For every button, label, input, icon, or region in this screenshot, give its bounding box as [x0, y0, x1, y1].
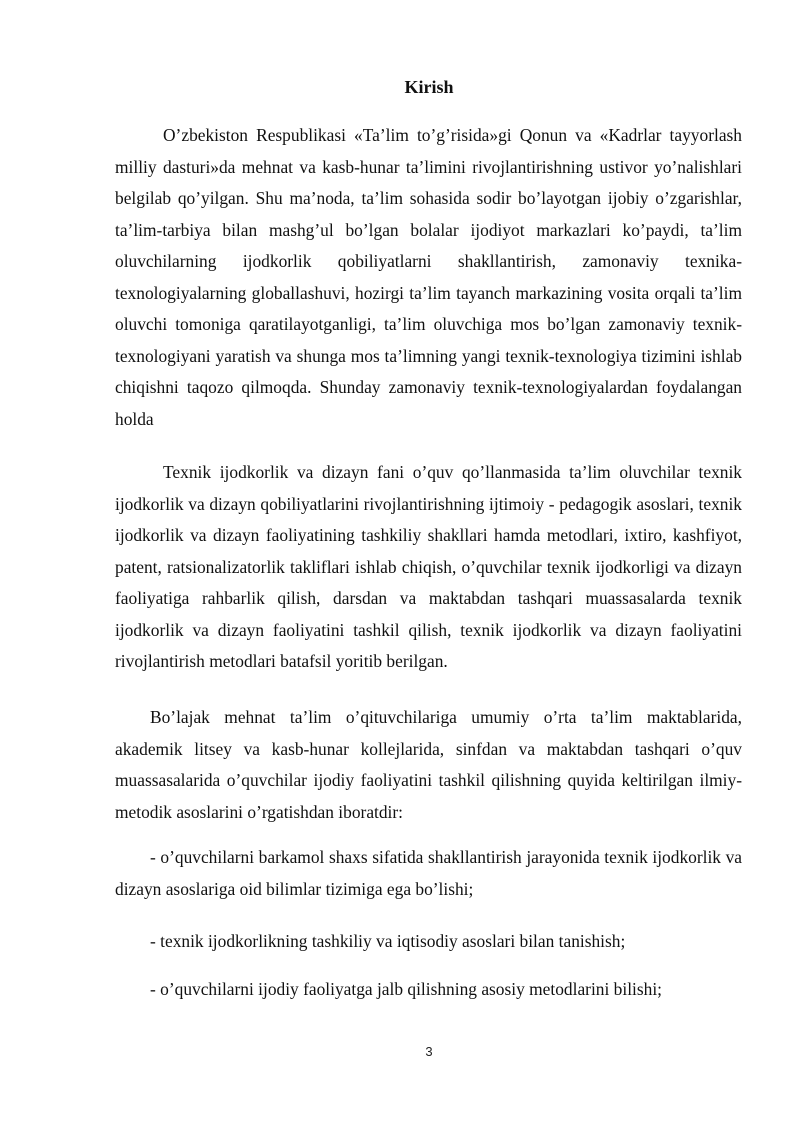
page-number: 3: [425, 1044, 433, 1059]
list-item: - texnik ijodkorlikning tashkiliy va iqtisodiy asoslari bilan tanishish;: [150, 931, 626, 951]
list-item: - o’quvchilarni ijodiy faoliyatga jalb qilishning asosiy metodlarini bilishi;: [150, 979, 662, 999]
paragraph-textbook: Texnik ijodkorlik va dizayn fani o’quv qo’llanmasida ta’lim oluvchilar texnik ijodkorlik va dizayn qobiliyatlarini rivojlantirishning ijtimoiy - pedagogik asoslari, texnik ijodkorlik va dizayn faoliyatining tashkiliy shakllari hamda metodlari, ixtiro, kashfiyot, patent, ratsionalizatorlik takliflari ishlab chiqish, o’quvchilar texnik ijodkorligi va dizayn faoliyatiga rahbarlik qilish, darsdan va maktabdan tashqari muassasalarda texnik ijodkorlik va dizayn faoliyatini tashkil qilish, texnik ijodkorlik va dizayn faoliyatini rivojlantirish metodlari batafsil yoritib berilgan.: [115, 462, 742, 671]
list-item: - o’quvchilarni barkamol shaxs sifatida shakllantirish jarayonida texnik ijodkorlik va dizayn asoslariga oid bilimlar tizimiga ega bo’lishi;: [115, 847, 742, 899]
page-title: Kirish: [404, 77, 454, 97]
paragraph-intro: O’zbekiston Respublikasi «Ta’lim to’g’risida»gi Qonun va «Kadrlar tayyorlash milliy dasturi»da mehnat va kasb-hunar ta’limini rivojlantirishning ustivor yo’nalishlari belgilab qo’yilgan. Shu ma’noda, ta’lim sohasida sodir bo’layotgan ijobiy o’zgarishlar, ta’lim-tarbiya bilan mashg’ul bo’lgan bolalar ijodiyot markazlari ko’paydi, ta’lim oluvchilarning ijodkorlik qobiliyatlarni shakllantirish, zamonaviy texnika-texnologiyalarning globallashuvi, hozirgi ta’lim tayanch markazining vosita orqali ta’lim oluvchi tomoniga qaratilayotganligi, ta’lim oluvchiga mos bo’lgan zamonaviy texnik-texnologiyani yaratish va shunga mos ta’limning yangi texnik-texnologiya tizimini ishlab chiqishni taqozo qilmoqda. Shunday zamonaviy texnik-texnologiyalardan foydalangan holda: [115, 125, 742, 429]
paragraph-goals: Bo’lajak mehnat ta’lim o’qituvchilariga umumiy o’rta ta’lim maktablarida, akademik litsey va kasb-hunar kollejlarida, sinfdan va maktabdan tashqari o’quv muassasalarida o’quvchilar ijodiy faoliyatini tashkil qilishning quyida keltirilgan ilmiy-metodik asoslarini o’rgatishdan iboratdir:: [115, 707, 742, 822]
